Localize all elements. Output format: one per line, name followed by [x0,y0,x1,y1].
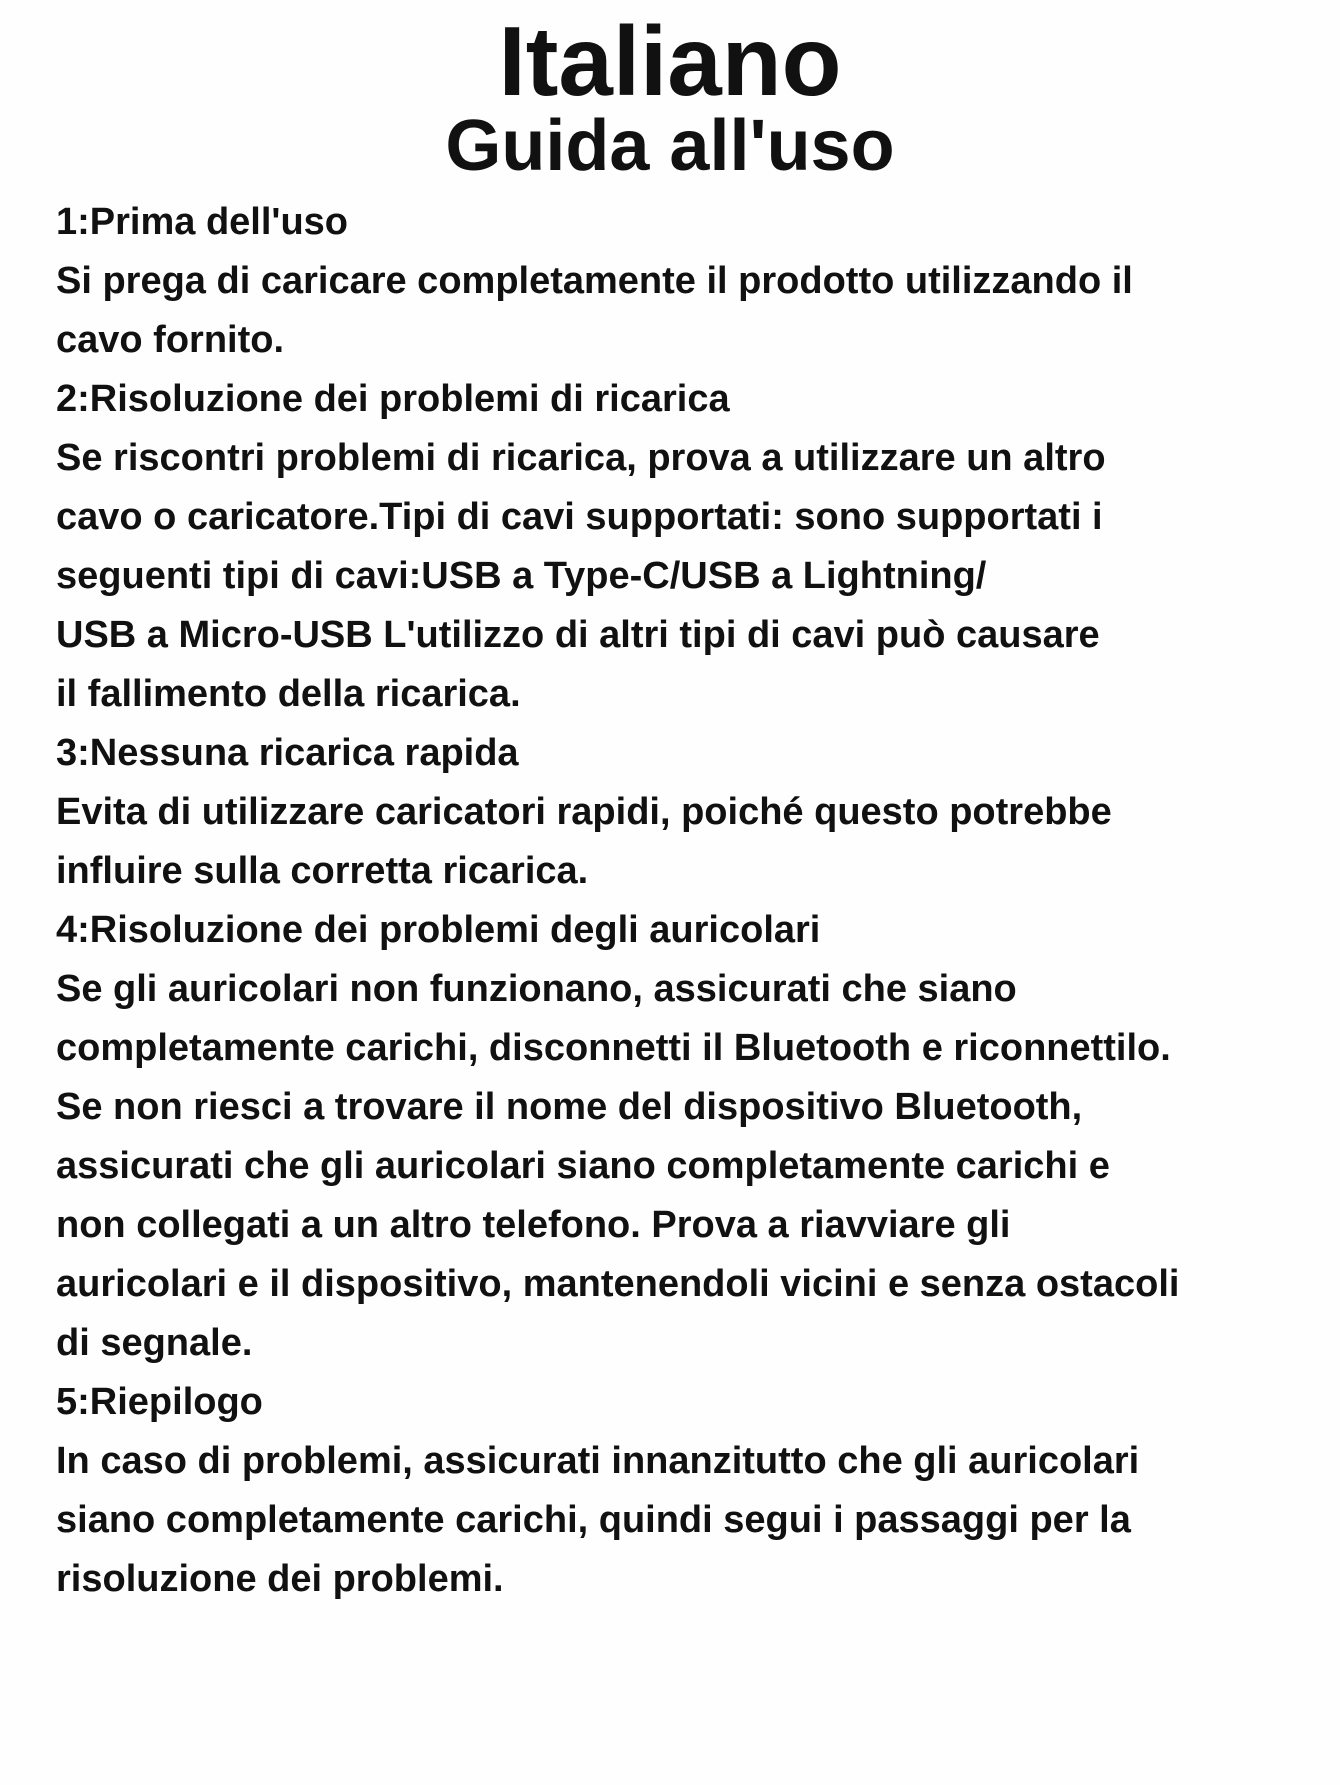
paragraph-line: Evita di utilizzare caricatori rapidi, poiché questo potrebbe [56,791,1112,833]
section-heading-ricarica: 2:Risoluzione dei problemi di ricarica [56,378,730,420]
paragraph-line: Si prega di caricare completamente il prodotto utilizzando il [56,260,1133,302]
paragraph-line: il fallimento della ricarica. [56,673,521,715]
paragraph-line: auricolari e il dispositivo, mantenendoli vicini e senza ostacoli [56,1263,1180,1305]
paragraph-line: Se non riesci a trovare il nome del dispositivo Bluetooth, [56,1086,1083,1128]
section-heading-ricarica-rapida: 3:Nessuna ricarica rapida [56,732,519,774]
paragraph-line: assicurati che gli auricolari siano completamente carichi e [56,1145,1110,1187]
section-heading-prima-uso: 1:Prima dell'uso [56,201,349,243]
paragraph-line: non collegati a un altro telefono. Prova a riavviare gli [56,1204,1011,1246]
paragraph-line: risoluzione dei problemi. [56,1558,504,1600]
paragraph-line: Se riscontri problemi di ricarica, prova a utilizzare un altro [56,437,1106,479]
section-heading-riepilogo: 5:Riepilogo [56,1381,263,1423]
paragraph-line: cavo o caricatore.Tipi di cavi supportati: sono supportati i [56,496,1103,538]
paragraph-line: USB a Micro-USB L'utilizzo di altri tipi di cavi può causare [56,614,1100,656]
section-heading-auricolari: 4:Risoluzione dei problemi degli auricolari [56,909,821,951]
paragraph-line: seguenti tipi di cavi:USB a Type-C/USB a Lightning/ [56,555,987,597]
page-subtitle: Guida all'uso [445,106,895,186]
paragraph-line: In caso di problemi, assicurati innanzitutto che gli auricolari [56,1440,1140,1482]
paragraph-line: di segnale. [56,1322,253,1364]
page-title: Italiano [498,6,842,116]
paragraph-line: completamente carichi, disconnetti il Bluetooth e riconnettilo. [56,1027,1171,1069]
guide-content [56,193,1326,1609]
paragraph-line: cavo fornito. [56,319,285,361]
paragraph-line: Se gli auricolari non funzionano, assicurati che siano [56,968,1017,1010]
paragraph-line: influire sulla corretta ricarica. [56,850,589,892]
paragraph-line: siano completamente carichi, quindi segui i passaggi per la [56,1499,1131,1541]
